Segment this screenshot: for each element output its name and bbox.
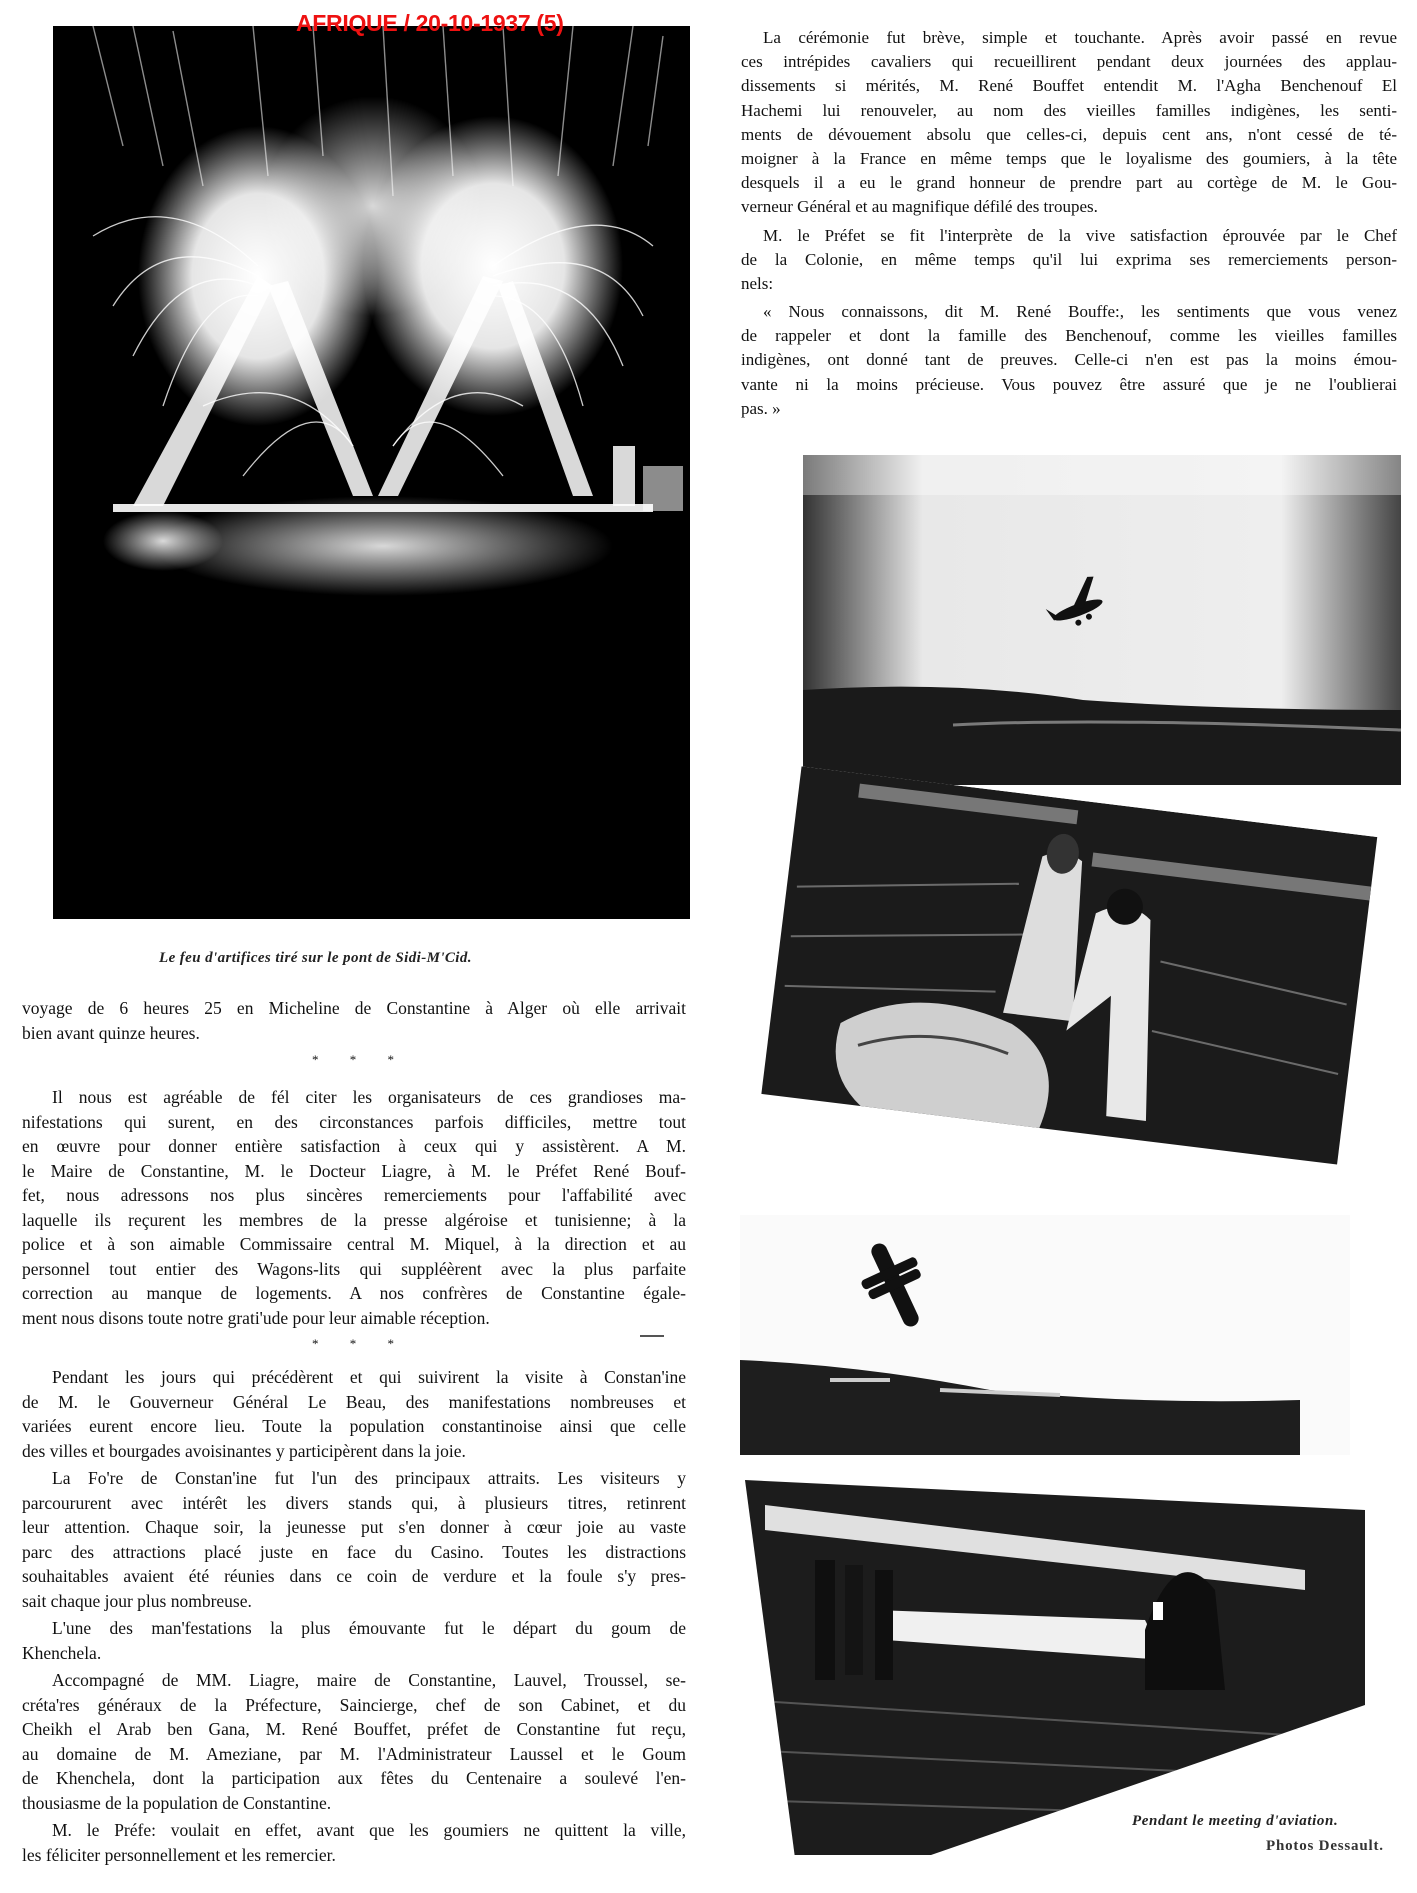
paragraph xyxy=(741,300,1397,421)
text-line: « Nous connaissons, dit M. René Bouffe:, les sentiments que vous venez xyxy=(763,302,1397,322)
text-line: pas. » xyxy=(741,398,781,418)
text-line: au domaine de M. Ameziane, par M. l'Administrateur Laussel et le Goum xyxy=(22,1743,686,1764)
text-line: nels: xyxy=(741,273,774,293)
fireworks-photo xyxy=(53,26,690,919)
text-line: La cérémonie fut brève, simple et touchante. Après avoir passé en revue xyxy=(763,28,1397,47)
text-line: de M. le Gouverneur Général Le Beau, des manifestations nombreuses et xyxy=(22,1391,686,1412)
text-line: vante ni la moins précieuse. Vous pouvez être assuré que je ne l'oublierai xyxy=(741,374,1397,394)
text-line: dissements si mérités, M. René Bouffet entendit M. l'Agha Benchenouf El xyxy=(741,76,1397,96)
section-separator: * * * xyxy=(312,1052,408,1067)
text-line: thousiasme de la population de Constantine. xyxy=(22,1792,332,1813)
photo-credit: Photos Dessault. xyxy=(1266,1838,1384,1854)
text-line: ces intrépides cavaliers qui recueillirent pendant deux journées des applau- xyxy=(741,52,1397,72)
text-line: Cheikh el Arab ben Gana, M. René Bouffet, préfet de Constantine fut reçu, xyxy=(22,1719,686,1739)
fireworks-illustration xyxy=(53,26,690,919)
text-line: Pendant les jours qui précédèrent et qui suivirent la visite à Constan'ine xyxy=(52,1367,686,1387)
paragraph xyxy=(741,224,1397,297)
right-column-text xyxy=(741,26,1397,421)
left-column-block-2 xyxy=(22,1085,686,1330)
text-line: Khenchela. xyxy=(22,1642,102,1663)
text-line: desquels il a eu le grand honneur de prendre part au cortège de M. le Gou- xyxy=(741,173,1397,193)
text-line: les féliciter personnellement et les remercier. xyxy=(22,1844,336,1865)
text-line: le Maire de Constantine, M. le Docteur Liagre, à M. le Préfet René Bouf- xyxy=(22,1160,686,1181)
aviation-photo-airplane-in-flight xyxy=(803,455,1401,785)
text-line: sait chaque jour plus nombreuse. xyxy=(22,1590,252,1611)
text-line: parc des attractions placé juste en face du Casino. Toutes les distractions xyxy=(22,1541,686,1562)
aviation-photo-parked-monoplane xyxy=(745,1480,1365,1855)
text-line: indigènes, ont donné tant de preuves. Celle-ci n'en est pas la moins émou- xyxy=(741,350,1397,370)
paragraph xyxy=(741,26,1397,220)
text-line: parcoururent avec intérêt les divers stands qui, à plusieurs titres, retinrent xyxy=(22,1492,686,1513)
left-column-block-3 xyxy=(22,1365,686,1867)
text-line: personnel tout entier des Wagons-lits qui suppléèrent avec la plus parfaite xyxy=(22,1258,686,1279)
paragraph xyxy=(22,1818,686,1867)
paragraph xyxy=(22,1365,686,1463)
text-line: souhaitables avaient été réunies dans ce coin de verdure et la foule s'y pres- xyxy=(22,1566,686,1586)
text-line: voyage de 6 heures 25 en Micheline de Constantine à Alger où elle arrivait xyxy=(22,998,686,1018)
section-separator: * * * xyxy=(312,1336,408,1351)
text-line: Hachemi lui renouveler, au nom des vieilles familles indigènes, les senti- xyxy=(741,100,1397,120)
aviation-photo-biplane-aerobatics xyxy=(740,1215,1350,1455)
text-line: laquelle ils reçurent les membres de la presse algéroise et tunisienne; à la xyxy=(22,1209,686,1230)
text-line: ment nous disons toute notre grati'ude pour leur aimable réception. xyxy=(22,1307,490,1328)
aviation-photo-pilots-parachute xyxy=(727,764,1397,1286)
divider xyxy=(640,1335,664,1337)
aviation-caption: Pendant le meeting d'aviation. xyxy=(1132,1813,1339,1829)
text-line: verneur Général et au magnifique défilé des troupes. xyxy=(741,197,1098,217)
paragraph xyxy=(22,1616,686,1665)
text-line: des villes et bourgades avoisinantes y participèrent dans la joie. xyxy=(22,1440,466,1461)
text-line: nifestations qui surent, en des circonstances parfois difficiles, mettre tout xyxy=(22,1111,686,1132)
left-column-block-1 xyxy=(22,996,686,1045)
text-line: M. le Préfe: voulait en effet, avant que les goumiers ne quittent la ville, xyxy=(52,1820,686,1840)
text-line: M. le Préfet se fit l'interprète de la vive satisfaction éprouvée par le Chef xyxy=(763,225,1397,245)
paragraph xyxy=(22,1466,686,1613)
text-line: leur attention. Chaque soir, la jeunesse put s'en donner à cœur joie au vaste xyxy=(22,1517,686,1537)
text-line: fet, nous adressons nos plus sincères remerciements pour l'affabilité avec xyxy=(22,1185,686,1205)
text-line: correction au manque de logements. A nos confrères de Constantine égale- xyxy=(22,1283,686,1303)
archive-stamp: AFRIQUE / 20-10-1937 (5) xyxy=(296,10,564,36)
text-line: en œuvre pour donner entière satisfaction à ceux qui y assistèrent. A M. xyxy=(22,1136,686,1156)
text-line: de Khenchela, dont la participation aux fêtes du Centenaire a soulevé l'en- xyxy=(22,1768,686,1788)
text-line: moigner à la France en même temps que le loyalisme des goumiers, à la tête xyxy=(741,148,1397,168)
fireworks-caption: Le feu d'artifices tiré sur le pont de Sidi-M'Cid. xyxy=(159,950,472,966)
text-line: Accompagné de MM. Liagre, maire de Constantine, Lauvel, Troussel, se- xyxy=(52,1670,686,1690)
text-line: de rappeler et dont la famille des Benchenouf, comme les vieilles familles xyxy=(741,326,1397,346)
text-line: Il nous est agréable de fél citer les organisateurs de ces grandioses ma- xyxy=(52,1087,686,1107)
text-line: bien avant quinze heures. xyxy=(22,1022,200,1043)
text-line: créta'res généraux de la Préfecture, Saincierge, chef de son Cabinet, et du xyxy=(22,1694,686,1715)
text-line: police et à son aimable Commissaire central M. Miquel, à la direction et au xyxy=(22,1234,686,1254)
paragraph xyxy=(22,1668,686,1815)
text-line: ments de dévouement absolu que celles-ci, depuis cent ans, n'ont cessé de té- xyxy=(741,124,1397,144)
text-line: de la Colonie, en même temps qu'il lui exprima ses remerciements person- xyxy=(741,249,1397,269)
text-line: L'une des man'festations la plus émouvante fut le départ du goum de xyxy=(52,1618,686,1638)
text-line: La Fo're de Constan'ine fut l'un des principaux attraits. Les visiteurs y xyxy=(52,1468,686,1488)
text-line: variées eurent encore lieu. Toute la population constantinoise ainsi que celle xyxy=(22,1416,686,1436)
